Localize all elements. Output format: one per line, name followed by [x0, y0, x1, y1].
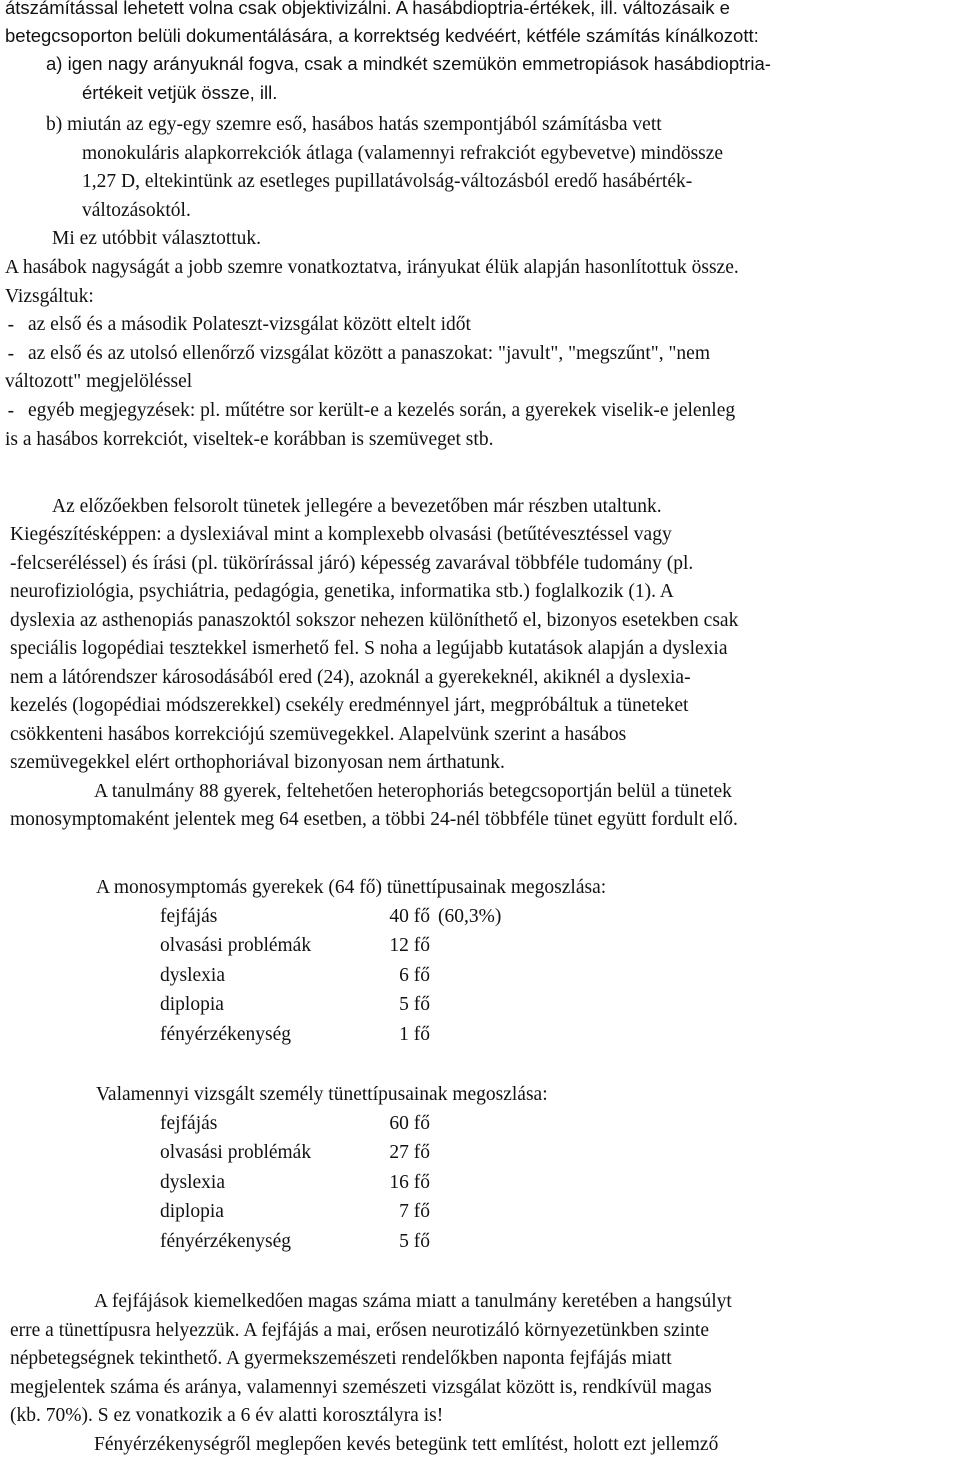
- text-line: A fejfájások kiemelkedően magas száma miatt a tanulmány keretében a hangsúlyt: [94, 1291, 732, 1312]
- symptom-count: 7 fő: [399, 1201, 430, 1222]
- text-line: is a hasábos korrekciót, viseltek-e korábban is szemüveget stb.: [5, 429, 494, 450]
- text-line: b) miután az egy-egy szemre eső, hasábos hatás szempontjából számításba vett: [46, 114, 662, 135]
- text-line: szemüvegekkel elért orthophoriával bizonyosan nem árthatunk.: [10, 752, 505, 773]
- symptom-name: olvasási problémák: [160, 1142, 312, 1163]
- text-line: egyéb megjegyzések: pl. műtétre sor került-e a kezelés során, a gyerekek viselik-e jelenleg: [28, 400, 736, 421]
- symptom-count: 6 fő: [399, 965, 430, 986]
- symptom-percent: (60,3%): [438, 906, 502, 927]
- text-line: csökkenteni hasábos korrekciójú szemüvegekkel. Alapelvünk szerint a hasábos: [10, 724, 627, 745]
- text-line: Az előzőekben felsorolt tünetek jellegére a bevezetőben már részben utaltunk.: [52, 496, 662, 517]
- text-line: A tanulmány 88 gyerek, feltehetően heterophoriás betegcsoportján belül a tünetek: [94, 781, 732, 802]
- text-line: kezelés (logopédiai módszerekkel) csekély eredménnyel járt, megpróbáltuk a tüneteket: [10, 695, 689, 716]
- text-line: Kiegészítésképpen: a dyslexiával mint a komplexebb olvasási (betűtévesztéssel vagy: [10, 524, 672, 545]
- symptom-name: fejfájás: [160, 1113, 218, 1134]
- text-line: (kb. 70%). S ez vonatkozik a 6 év alatti korosztályra is!: [10, 1405, 444, 1426]
- text-line: változott" megjelöléssel: [5, 371, 193, 392]
- text-line: megjelentek száma és aránya, valamennyi szemészeti vizsgálat között is, rendkívül magas: [10, 1377, 712, 1398]
- text-line: Vizsgáltuk:: [5, 286, 94, 307]
- text-line: értékeit vetjük össze, ill.: [82, 82, 278, 103]
- text-line: erre a tünettípusra helyezzük. A fejfájás a mai, erősen neurotizáló környezetünkben szinte: [10, 1320, 710, 1341]
- text-line: változásoktól.: [82, 200, 191, 221]
- text-line: monokuláris alapkorrekciók átlaga (valamennyi refrakciót egybevetve) mindössze: [82, 143, 724, 164]
- text-line: átszámítással lehetett volna csak objektivizálni. A hasábdioptria-értékek, ill. változásaik e: [5, 0, 730, 18]
- symptom-count: 12 fő: [389, 935, 430, 956]
- symptom-count: 60 fő: [389, 1113, 430, 1134]
- text-line: neurofiziológia, psychiátria, pedagógia, genetika, informatika stb.) foglalkozik (1). A: [10, 581, 674, 602]
- symptom-name: fényérzékenység: [160, 1024, 292, 1045]
- table-title: A monosymptomás gyerekek (64 fő) tünettípusainak megoszlása:: [96, 877, 607, 898]
- text-line: nem a látórendszer károsodásából ered (24), azoknál a gyerekeknél, akiknél a dyslexia-: [10, 667, 691, 688]
- text-line: betegcsoporton belüli dokumentálására, a korrektség kedvéért, kétféle számítás kínálkozott:: [5, 25, 759, 46]
- symptom-name: olvasási problémák: [160, 935, 312, 956]
- dash-bullet: -: [5, 399, 17, 422]
- text-line: speciális logopédiai tesztekkel ismerhető fel. S noha a legújabb kutatások alapján a dyslexia: [10, 638, 728, 659]
- table-title: Valamennyi vizsgált személy tünettípusainak megoszlása:: [96, 1084, 548, 1105]
- symptom-name: dyslexia: [160, 1172, 225, 1193]
- symptom-count: 1 fő: [399, 1024, 430, 1045]
- symptom-name: diplopia: [160, 1201, 224, 1222]
- text-line: az első és az utolsó ellenőrző vizsgálat között a panaszokat: "javult", "megszűnt", "nem: [28, 343, 711, 364]
- text-line: A hasábok nagyságát a jobb szemre vonatkoztatva, irányukat élük alapján hasonlítottuk össze.: [5, 257, 739, 278]
- symptom-count: 16 fő: [389, 1172, 430, 1193]
- text-line: a) igen nagy arányuknál fogva, csak a mindkét szemükön emmetropiások hasábdioptria-: [46, 53, 771, 74]
- symptom-count: 5 fő: [399, 1231, 430, 1252]
- symptom-name: dyslexia: [160, 965, 225, 986]
- symptom-count: 5 fő: [399, 994, 430, 1015]
- symptom-name: fényérzékenység: [160, 1231, 292, 1252]
- text-line: népbetegségnek tekinthető. A gyermekszemészeti rendelőkben naponta fejfájás miatt: [10, 1348, 672, 1369]
- text-line: -felcseréléssel) és írási (pl. tükörírással járó) képesség zavarával többféle tudomány (pl.: [10, 553, 694, 574]
- symptom-count: 40 fő: [389, 906, 430, 927]
- text-line: Mi ez utóbbit választottuk.: [52, 228, 262, 249]
- symptom-name: diplopia: [160, 994, 224, 1015]
- text-line: monosymptomaként jelentek meg 64 esetben, a többi 24-nél többféle tünet együtt fordult elő.: [10, 809, 738, 830]
- text-line: az első és a második Polateszt-vizsgálat között eltelt időt: [28, 314, 471, 335]
- symptom-count: 27 fő: [389, 1142, 430, 1163]
- dash-bullet: -: [5, 313, 17, 336]
- text-line: dyslexia az asthenopiás panaszoktól sokszor nehezen különíthető el, bizonyos esetekben csak: [10, 610, 739, 631]
- symptom-name: fejfájás: [160, 906, 218, 927]
- text-line: 1,27 D, eltekintünk az esetleges pupillatávolság-változásból eredő hasábérték-: [82, 171, 693, 192]
- dash-bullet: -: [5, 342, 17, 365]
- text-line: Fényérzékenységről meglepően kevés betegünk tett említést, holott ezt jellemző: [94, 1434, 719, 1455]
